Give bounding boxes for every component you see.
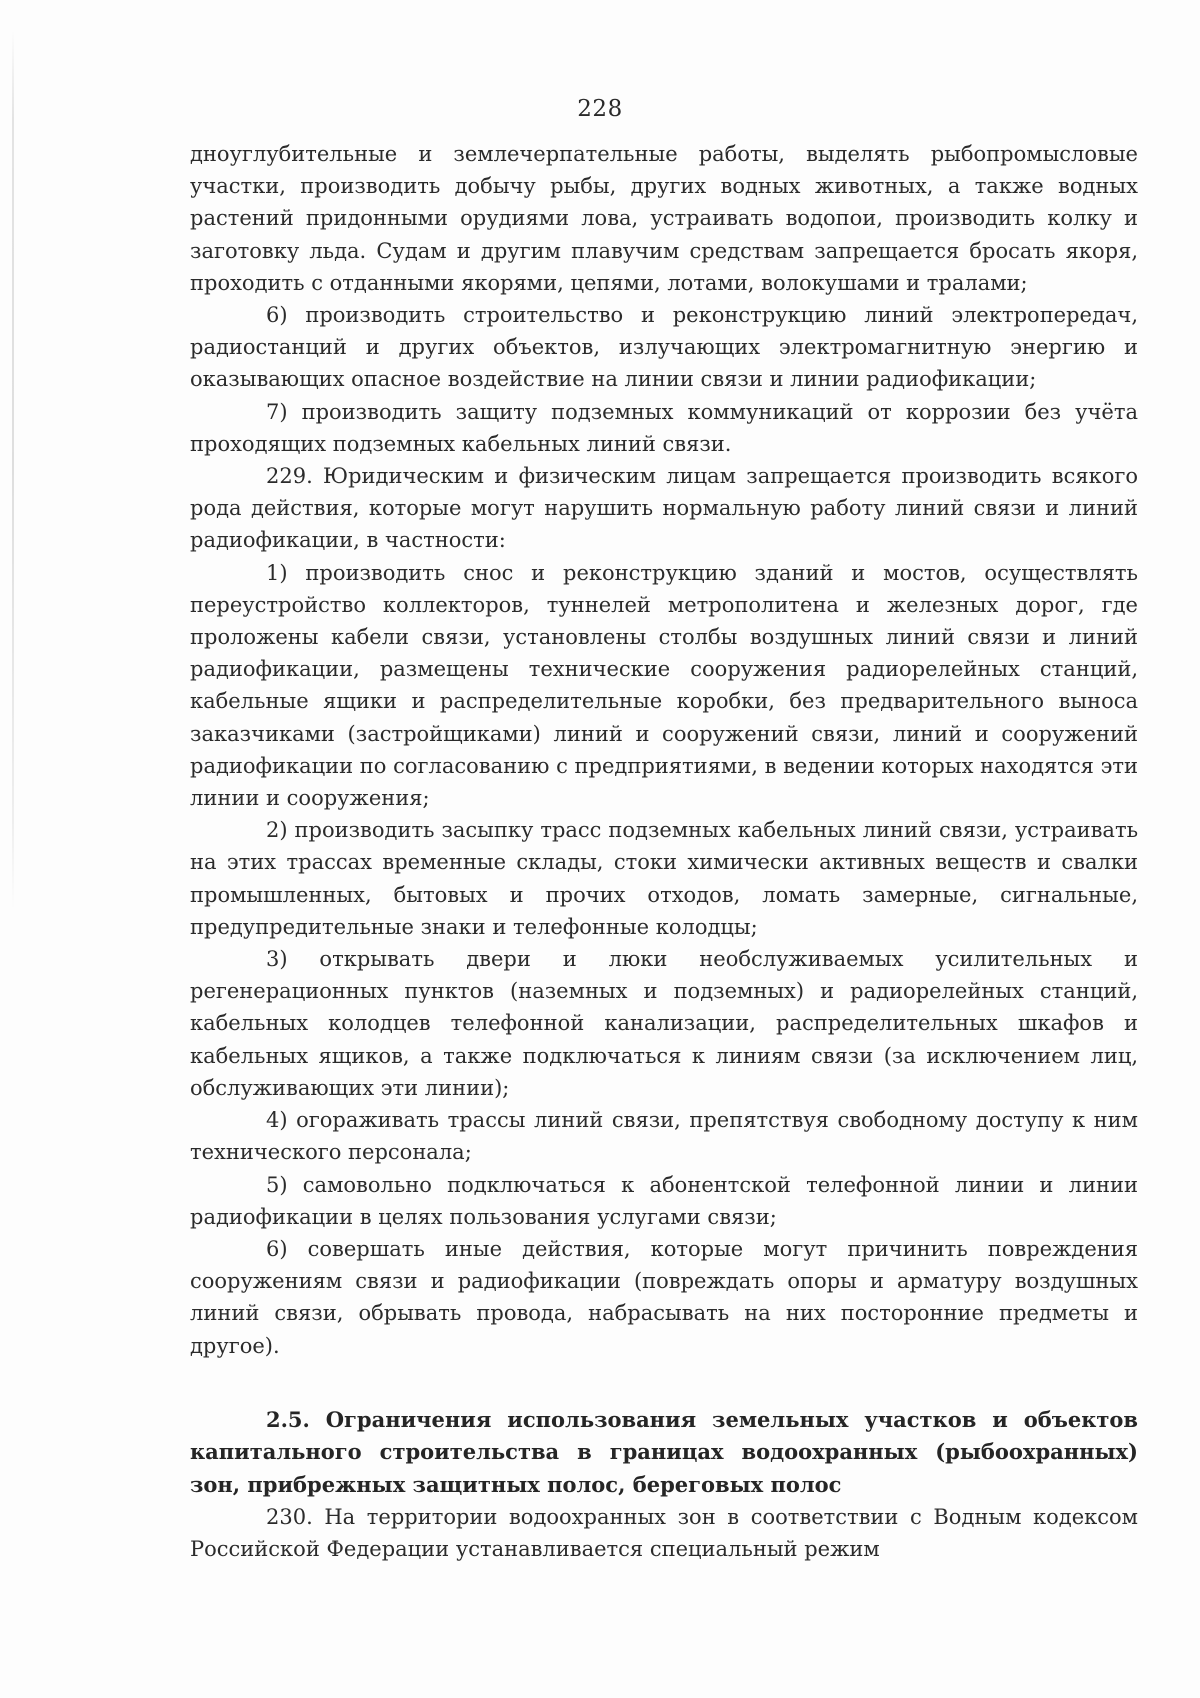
paragraph-229: 229. Юридическим и физическим лицам запрещается производить всякого рода действия, которые могут нарушить нормальную работу линий связи и линий радиофикации, в частности: bbox=[190, 464, 1138, 553]
scan-edge-shadow bbox=[12, 30, 14, 910]
paragraph-229-item-5: 5) самовольно подключаться к абонентской телефонной линии и линии радиофикации в целях пользования услугами связи; bbox=[190, 1172, 1138, 1229]
paragraph-229-item-2: 2) производить засыпку трасс подземных кабельных линий связи, устраивать на этих трассах временные склады, стоки химически активных веществ и свалки промышленных, бытовых и прочих отходов, ломать замерные, сигнальные, предупредительные знаки и телефонные колодцы; bbox=[190, 818, 1138, 939]
document-body bbox=[190, 138, 1138, 1565]
paragraph-230: 230. На территории водоохранных зон в соответствии с Водным кодексом Российской Федерации устанавливается специальный режим bbox=[190, 1504, 1138, 1562]
paragraph-229-item-4: 4) огораживать трассы линий связи, препятствуя свободному доступу к ним технического персонала; bbox=[190, 1108, 1138, 1165]
paragraph-229-item-1: 1) производить снос и реконструкцию зданий и мостов, осуществлять переустройство коллекторов, туннелей метрополитена и железных дорог, где проложены кабели связи, установлены столбы воздушных линий связи и линий радиофикации, размещены технические сооружения радиорелейных станций, кабельные ящики и распределительные коробки, без предварительного выноса заказчиками (застройщиками) линий и сооружений связи, линий и сооружений радиофикации по согласованию с предприятиями, в ведении которых находятся эти линии и сооружения; bbox=[190, 560, 1138, 811]
section-heading: 2.5. Ограничения использования земельных участков и объектов капитального строительства в границах водоохранных (рыбоохранных) зон, прибрежных защитных полос, береговых полос bbox=[190, 1406, 1138, 1497]
paragraph-item-6: 6) производить строительство и реконструкцию линий электропередач, радиостанций и других объектов, излучающих электромагнитную энергию и оказывающих опасное воздействие на линии связи и линии радиофикации; bbox=[190, 303, 1138, 392]
paragraph-item-7: 7) производить защиту подземных коммуникаций от коррозии без учёта проходящих подземных кабельных линий связи. bbox=[190, 399, 1138, 456]
page-number: 228 bbox=[577, 96, 623, 122]
paragraph-229-item-3: 3) открывать двери и люки необслуживаемых усилительных и регенерационных пунктов (наземных и подземных) и радиорелейных станций, кабельных колодцев телефонной канализации, распределительных шкафов и кабельных ящиков, а также подключаться к линиям связи (за исключением лиц, обслуживающих эти линии); bbox=[190, 947, 1138, 1100]
paragraph-229-item-6: 6) совершать иные действия, которые могут причинить повреждения сооружениям связи и радиофикации (повреждать опоры и арматуру воздушных линий связи, обрывать провода, набрасывать на них посторонние предметы и другое). bbox=[190, 1236, 1138, 1358]
paragraph-continuation: дноуглубительные и землечерпательные работы, выделять рыбопромысловые участки, производить добычу рыбы, других водных животных, а также водных растений придонными орудиями лова, устраивать водопои, производить колку и заготовку льда. Судам и другим плавучим средствам запрещается бросать якоря, проходить с отданными якорями, цепями, лотами, волокушами и тралами; bbox=[190, 142, 1138, 295]
